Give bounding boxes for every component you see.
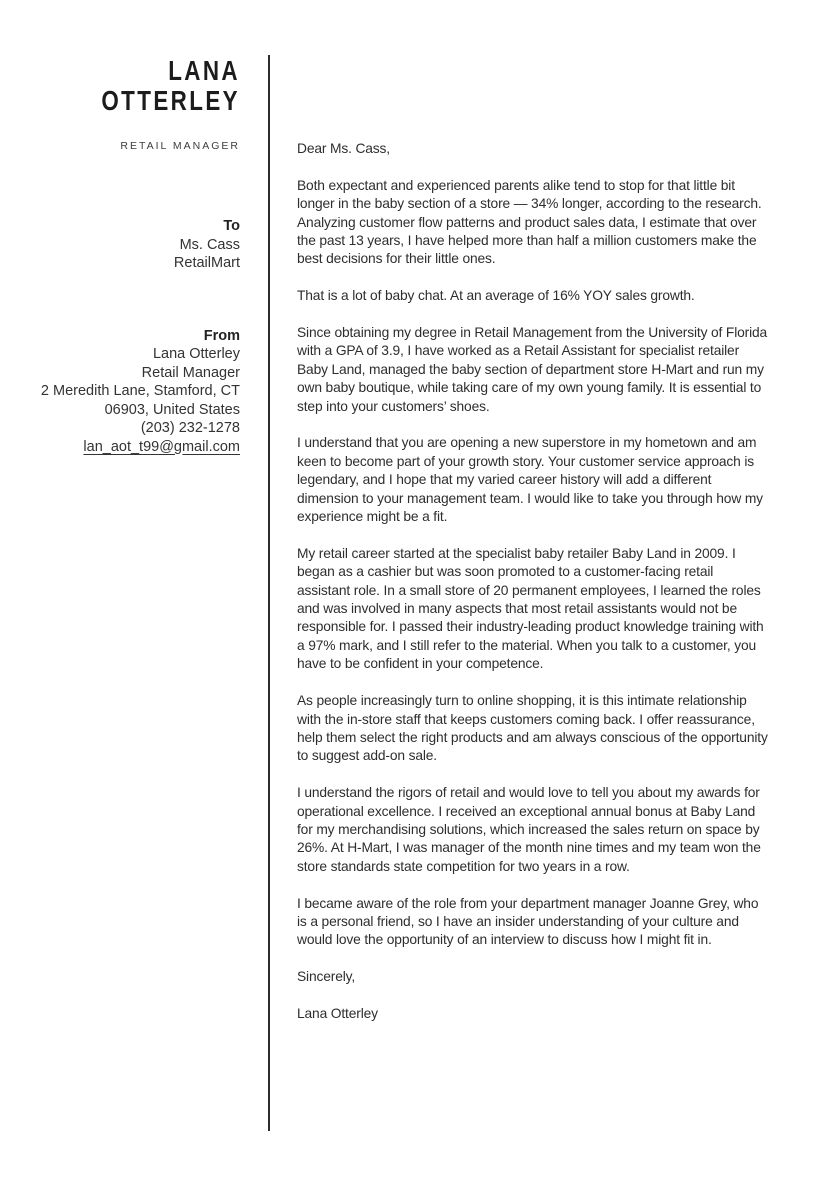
- recipient-line: Ms. Cass: [179, 236, 240, 253]
- email-link[interactable]: lan_aot_t99@gmail.com: [83, 438, 240, 455]
- applicant-name: [80, 56, 240, 116]
- signature: Lana Otterley: [297, 1005, 378, 1021]
- from-heading: From: [203, 327, 240, 344]
- letter-paragraph: I understand the rigors of retail and would love to tell you about my awards for operational excellence. I received an exceptional annual bonus at Baby Land for my merchandising solutions, which increased the sales return on space by 26%. At H-Mart, I was manager of the month nine times and my team won the store standards state competition for two years in a row.: [297, 785, 761, 874]
- to-heading: To: [223, 218, 240, 234]
- applicant-name-line-2: OTTERLEY: [101, 85, 240, 116]
- closing: Sincerely,: [297, 969, 356, 985]
- letter-paragraph: As people increasingly turn to online shopping, it is this intimate relationship with the in-store staff that keeps customers coming back. I offer reassurance, help them select the right products and am always conscious of the opportunity to suggest add-on sale.: [297, 693, 768, 764]
- letter-paragraph: That is a lot of baby chat. At an average of 16% YOY sales growth.: [297, 288, 695, 304]
- recipient-lines: [40, 236, 240, 273]
- sender-line: Retail Manager: [141, 364, 240, 381]
- letter-paragraph: My retail career started at the specialist baby retailer Baby Land in 2009. I began as a cashier but was soon promoted to a customer-facing retail assistant role. In a small store of 20 permanent employees, I learned the roles and was involved in many aspects that most retail assistants would not be responsible for. I passed their industry-leading product knowledge training with a 97% mark, and I still refer to the material. When you talk to a customer, you have to be confident in your competence.: [297, 545, 764, 672]
- vertical-divider: [268, 55, 270, 1131]
- sender-block: [40, 327, 240, 457]
- job-title: RETAIL MANAGER: [120, 140, 240, 152]
- applicant-name-line-1: LANA: [168, 55, 240, 86]
- sidebar: [40, 0, 240, 456]
- letter-paragraph: I became aware of the role from your department manager Joanne Grey, who is a personal friend, so I have an insider understanding of your culture and would love the opportunity of an interview to discuss how I might fit in.: [297, 895, 759, 948]
- sender-line: 2 Meredith Lane, Stamford, CT: [40, 383, 240, 399]
- sender-line: Lana Otterley: [152, 346, 240, 362]
- recipient-block: [40, 217, 240, 273]
- sender-lines: [40, 345, 240, 438]
- letter-paragraph: Both expectant and experienced parents alike tend to stop for that little bit longer in the baby section of a store — 34% longer, according to the research. Analyzing customer flow patterns and product sales data, I estimate that over the past 13 years, I have helped more than half a million customers make the best decisions for their little ones.: [297, 177, 762, 267]
- sender-line: 06903, United States: [104, 401, 240, 418]
- salutation: Dear Ms. Cass,: [297, 141, 390, 156]
- recipient-line: RetailMart: [173, 255, 240, 271]
- sender-line: (203) 232-1278: [140, 420, 240, 436]
- letter-paragraph: I understand that you are opening a new superstore in my hometown and am keen to become part of your growth story. Your customer service approach is legendary, and I hope that my varied career history will add a different dimension to your management team. I would like to take you through how my experience might be a fit.: [297, 435, 763, 525]
- letter-paragraph: Since obtaining my degree in Retail Management from the University of Florida with a GPA of 3.9, I have worked as a Retail Assistant for specialist retailer Baby Land, managed the baby section of department store H-Mart and run my own baby boutique, while taking care of my own young family. It is essential to step into your customers’ shoes.: [297, 325, 768, 414]
- letter-paragraphs: [297, 177, 769, 950]
- letter-body: [297, 140, 769, 1042]
